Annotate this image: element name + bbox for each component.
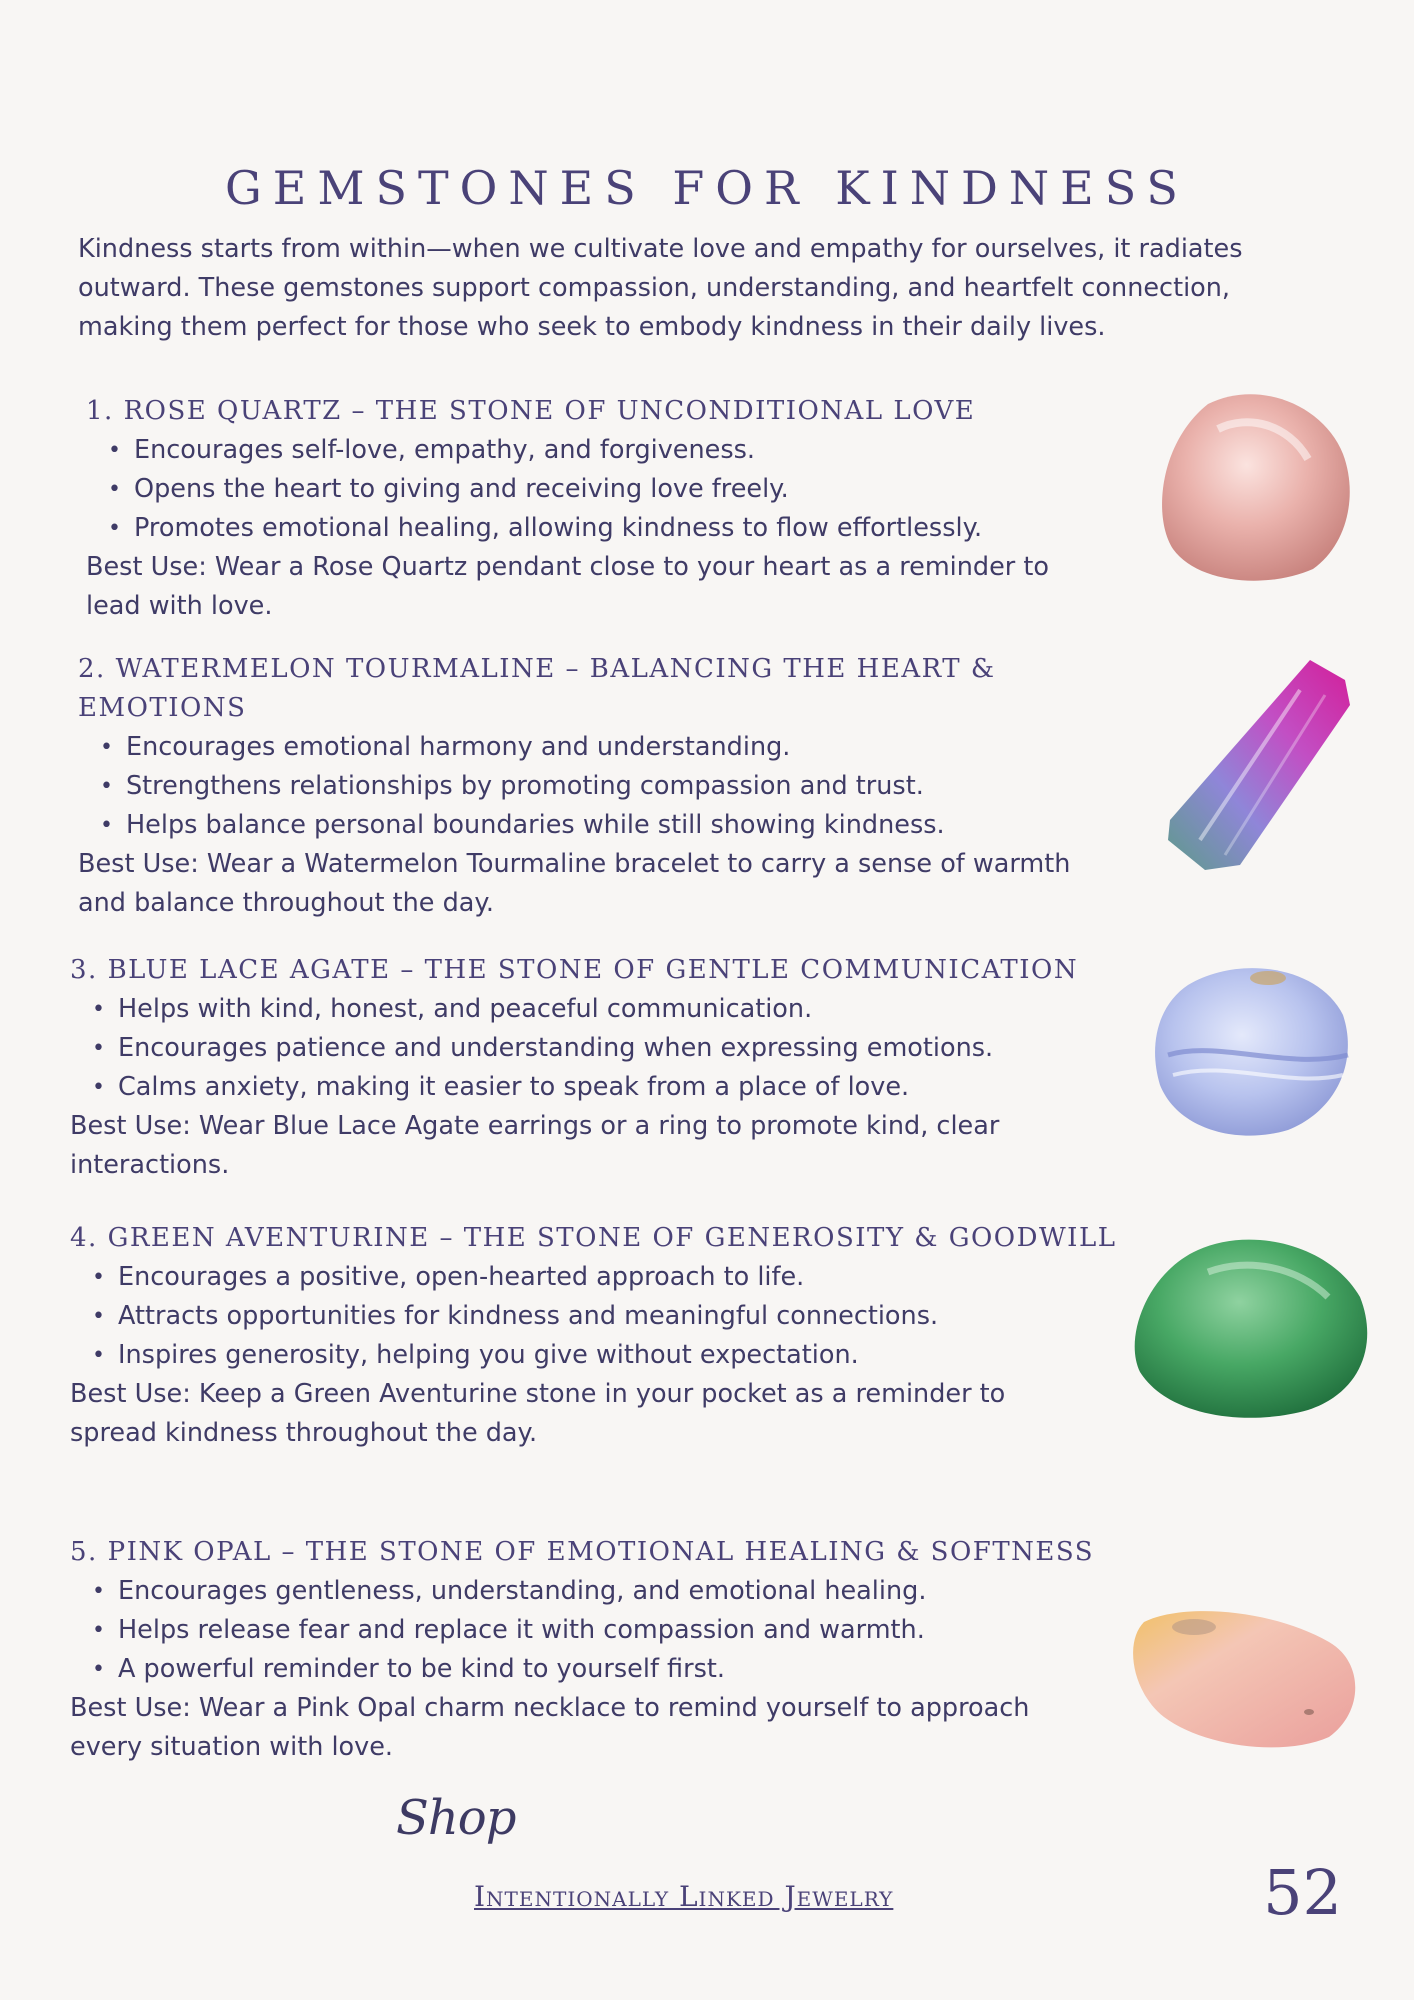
- list-item: • Attracts opportunities for kindness and meaningful connections.: [118, 1297, 1130, 1336]
- page-number: 52: [1263, 1856, 1342, 1929]
- shop-jewelry-link[interactable]: Intentionally Linked Jewelry: [474, 1880, 894, 1913]
- section-rose-quartz: [86, 392, 1106, 626]
- list-item: • Calms anxiety, making it easier to speak from a place of love.: [118, 1068, 1110, 1107]
- bullet-list: [70, 1572, 1110, 1689]
- best-use-text: Best Use: Wear a Watermelon Tourmaline bracelet to carry a sense of warmth and balance throughout the day.: [78, 849, 1071, 918]
- section-heading: 4. GREEN AVENTURINE – THE STONE OF GENEROSITY & GOODWILL: [70, 1223, 1117, 1253]
- pink-opal-image: [1124, 1602, 1364, 1752]
- section-watermelon-tourmaline: [78, 650, 1098, 923]
- best-use-text: Best Use: Wear a Pink Opal charm necklace to remind yourself to approach every situation with love.: [70, 1693, 1030, 1762]
- list-item: • Encourages self-love, empathy, and forgiveness.: [134, 431, 1106, 470]
- watermelon-tourmaline-image: [1160, 650, 1360, 880]
- list-item: • Helps balance personal boundaries while still showing kindness.: [126, 806, 1098, 845]
- list-item: • Promotes emotional healing, allowing kindness to flow effortlessly.: [134, 509, 1106, 548]
- section-green-aventurine: [70, 1219, 1130, 1453]
- intro-paragraph: Kindness starts from within—when we cultivate love and empathy for ourselves, it radiates outward. These gemstones support compassion, understanding, and heartfelt connection, making them perfect for those who seek to embody kindness in their daily lives.: [78, 234, 1243, 342]
- list-item: • Strengthens relationships by promoting compassion and trust.: [126, 767, 1098, 806]
- list-item: • A powerful reminder to be kind to yourself first.: [118, 1650, 1110, 1689]
- list-item: • Helps with kind, honest, and peaceful communication.: [118, 990, 1110, 1029]
- section-heading: 1. ROSE QUARTZ – THE STONE OF UNCONDITIONAL LOVE: [86, 396, 976, 426]
- bullet-list: [70, 1258, 1130, 1375]
- list-item: • Encourages emotional harmony and understanding.: [126, 728, 1098, 767]
- list-item: • Encourages patience and understanding when expressing emotions.: [118, 1029, 1110, 1068]
- section-heading: 5. PINK OPAL – THE STONE OF EMOTIONAL HEALING & SOFTNESS: [70, 1537, 1095, 1567]
- list-item: • Encourages a positive, open-hearted approach to life.: [118, 1258, 1130, 1297]
- section-heading: 2. WATERMELON TOURMALINE – BALANCING THE HEART & EMOTIONS: [78, 654, 996, 723]
- bullet-list: [70, 990, 1110, 1107]
- list-item: • Inspires generosity, helping you give without expectation.: [118, 1336, 1130, 1375]
- section-blue-lace-agate: [70, 951, 1110, 1185]
- blue-lace-agate-image: [1148, 960, 1358, 1140]
- list-item: • Encourages gentleness, understanding, and emotional healing.: [118, 1572, 1110, 1611]
- shop-script-label: Shop: [396, 1790, 516, 1846]
- list-item: • Opens the heart to giving and receiving love freely.: [134, 470, 1106, 509]
- section-pink-opal: [70, 1533, 1110, 1767]
- list-item: • Helps release fear and replace it with compassion and warmth.: [118, 1611, 1110, 1650]
- best-use-text: Best Use: Wear a Rose Quartz pendant close to your heart as a reminder to lead with love.: [86, 552, 1049, 621]
- bullet-list: [78, 728, 1098, 845]
- section-heading: 3. BLUE LACE AGATE – THE STONE OF GENTLE COMMUNICATION: [70, 955, 1079, 985]
- bullet-list: [86, 431, 1106, 548]
- best-use-text: Best Use: Keep a Green Aventurine stone in your pocket as a reminder to spread kindness throughout the day.: [70, 1379, 1006, 1448]
- green-aventurine-image: [1128, 1232, 1376, 1422]
- rose-quartz-image: [1148, 384, 1358, 584]
- best-use-text: Best Use: Wear Blue Lace Agate earrings or a ring to promote kind, clear interactions.: [70, 1111, 1000, 1180]
- page-title: GEMSTONES FOR KINDNESS: [225, 160, 1189, 215]
